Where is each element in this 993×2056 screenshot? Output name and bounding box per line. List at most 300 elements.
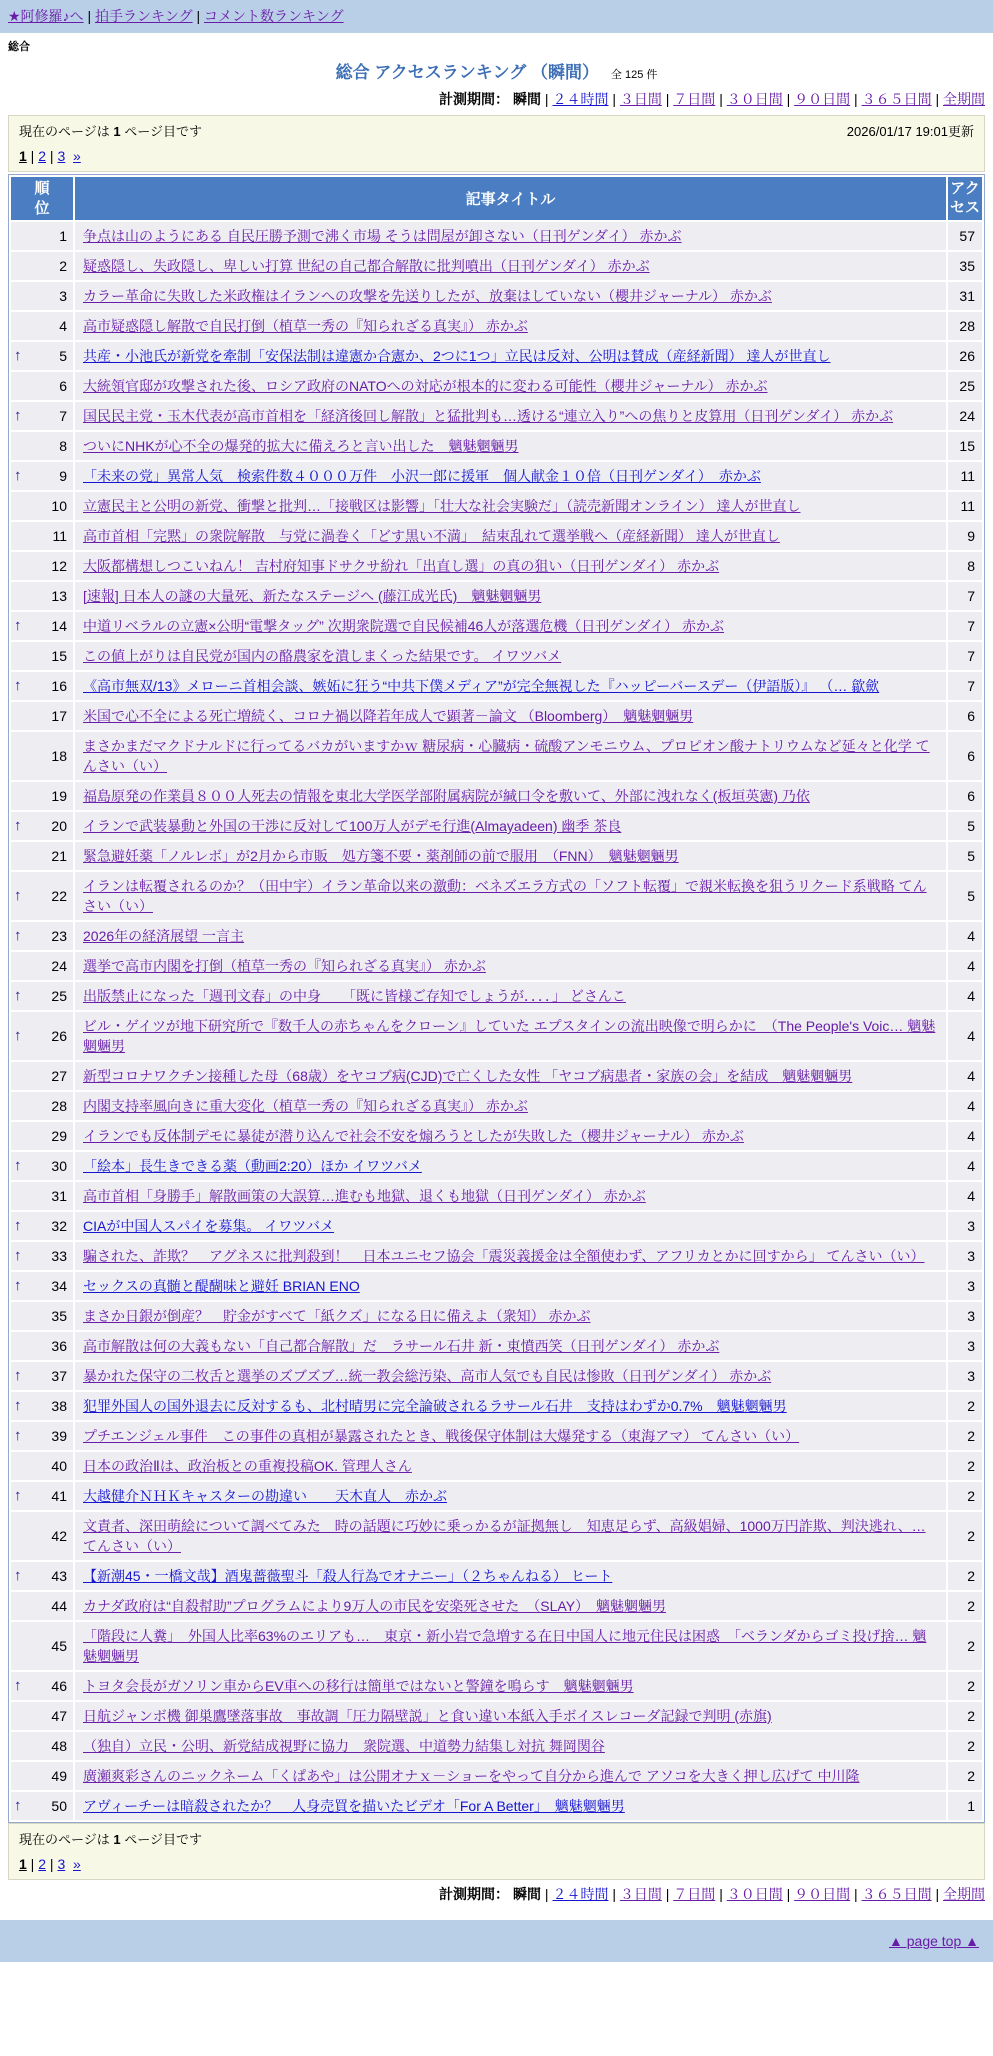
rank-number: 14 xyxy=(51,618,67,634)
access-count: 15 xyxy=(948,432,982,460)
period-link[interactable]: ３０日間 xyxy=(726,1886,783,1902)
rank-number: 17 xyxy=(51,708,67,724)
article-link[interactable]: 日本の政治Ⅱは、政治板との重複投稿OK. 管理人さん xyxy=(83,1458,412,1474)
article-link[interactable]: 廣瀬爽彩さんのニックネーム「くぱあや」は公開オナｘ－ショーをやって自分から進んで アソコを大きく押し広げて 中川隆 xyxy=(83,1768,860,1784)
article-title-cell xyxy=(75,582,946,610)
article-link[interactable]: 共産・小池氏が新党を牽制「安保法制は違憲か合憲か、2つに1つ」立民は反対、公明は賛成（産経新聞） 達人が世直し xyxy=(83,348,831,364)
article-link[interactable]: カナダ政府は“自殺幇助”プログラムにより9万人の市民を安楽死させた （SLAY） 魑魅魍魎男 xyxy=(83,1598,667,1614)
separator: | xyxy=(83,8,95,24)
rank-number: 6 xyxy=(59,378,67,394)
rank-cell xyxy=(11,1152,73,1180)
rank-number: 44 xyxy=(51,1598,67,1614)
rank-number: 41 xyxy=(51,1488,67,1504)
separator: | xyxy=(26,148,39,164)
rank-number: 28 xyxy=(51,1098,67,1114)
access-count: 3 xyxy=(948,1272,982,1300)
rank-number: 18 xyxy=(51,748,67,764)
access-count: 2 xyxy=(948,1562,982,1590)
article-link[interactable]: セックスの真髄と醍醐味と避妊 BRIAN ENO xyxy=(83,1278,360,1294)
table-row xyxy=(11,1732,982,1760)
pagination-box-bottom xyxy=(8,1823,985,1880)
period-nav xyxy=(0,1880,993,1910)
rank-cell xyxy=(11,1272,73,1300)
rank-cell xyxy=(11,1182,73,1210)
page-status-number: 1 xyxy=(113,124,121,139)
access-count: 2 xyxy=(948,1422,982,1450)
topbar xyxy=(0,0,993,33)
page-links xyxy=(19,148,974,164)
article-link[interactable]: 高市首相「完黙」の衆院解散 与党に渦巻く「どす黒い不満」 結束乱れて選挙戦へ（産経新聞） 達人が世直し xyxy=(83,528,780,544)
page-status-suffix: ページ目です xyxy=(120,124,202,139)
rank-up-icon: ↑ xyxy=(14,927,22,944)
access-count: 3 xyxy=(948,1362,982,1390)
table-row xyxy=(11,982,982,1010)
rank-cell xyxy=(11,842,73,870)
ranking-table xyxy=(8,174,985,1823)
table-row xyxy=(11,432,982,460)
rank-cell xyxy=(11,1092,73,1120)
period-link[interactable]: ３０日間 xyxy=(726,91,783,107)
separator: | xyxy=(931,91,943,107)
article-title-cell xyxy=(75,1622,946,1670)
rank-cell xyxy=(11,342,73,370)
rank-cell xyxy=(11,1012,73,1060)
table-row xyxy=(11,1092,982,1120)
rank-number: 39 xyxy=(51,1428,67,1444)
table-row xyxy=(11,1242,982,1270)
rank-number: 31 xyxy=(51,1188,67,1204)
rank-number: 23 xyxy=(51,928,67,944)
rank-up-icon: ↑ xyxy=(14,887,22,904)
rank-number: 10 xyxy=(51,498,67,514)
article-title-cell xyxy=(75,842,946,870)
separator: | xyxy=(608,1886,620,1902)
column-header-rank-label: 順位 xyxy=(34,180,50,217)
rank-cell xyxy=(11,1482,73,1510)
article-title-cell xyxy=(75,1512,946,1560)
article-title-cell xyxy=(75,1122,946,1150)
page-top-link[interactable]: ▲ page top ▲ xyxy=(889,1933,979,1949)
rank-number: 11 xyxy=(52,528,67,544)
article-link[interactable]: トヨタ会長がガソリン車からEV車への移行は簡単ではないと警鐘を鳴らす 魑魅魍魎男 xyxy=(83,1678,634,1694)
table-row xyxy=(11,1302,982,1330)
period-link[interactable]: ９０日間 xyxy=(794,1886,851,1902)
access-count: 6 xyxy=(948,702,982,730)
article-title-cell xyxy=(75,252,946,280)
access-count: 31 xyxy=(948,282,982,310)
rank-number: 8 xyxy=(59,438,67,454)
table-row xyxy=(11,1622,982,1670)
page-link[interactable]: 3 xyxy=(57,148,66,164)
access-count: 7 xyxy=(948,642,982,670)
page-next-link[interactable]: » xyxy=(73,1856,81,1872)
access-count: 11 xyxy=(948,462,982,490)
table-row xyxy=(11,1122,982,1150)
article-link[interactable]: まさか日銀が倒産？ 貯金がすべて「紙クズ」になる日に備えよ（衆知） 赤かぶ xyxy=(83,1308,591,1324)
article-link[interactable]: 「絵本」長生きできる薬（動画2:20）ほか イワツバメ xyxy=(83,1158,422,1174)
article-link[interactable]: この値上がりは自民党が国内の酪農家を潰しまくった結果です。 イワツバメ xyxy=(83,648,562,664)
article-title-cell xyxy=(75,1592,946,1620)
rank-cell xyxy=(11,1762,73,1790)
rank-cell xyxy=(11,642,73,670)
period-link[interactable]: ７日間 xyxy=(673,1886,716,1902)
topbar-link[interactable]: ★阿修羅♪へ xyxy=(8,8,84,24)
table-row xyxy=(11,1702,982,1730)
table-row xyxy=(11,282,982,310)
rank-cell xyxy=(11,282,73,310)
table-row xyxy=(11,812,982,840)
separator: | xyxy=(661,91,674,107)
article-link[interactable]: 文責者、深田萌絵について調べてみた 時の話題に巧妙に乗っかるが証拠無し 知恵足らず、高級娼婦、1000万円詐欺、判決逃れ、… てんさい（い） xyxy=(83,1518,926,1554)
access-count: 3 xyxy=(948,1242,982,1270)
separator: | xyxy=(661,1886,674,1902)
rank-number: 7 xyxy=(59,408,67,424)
rank-cell xyxy=(11,1242,73,1270)
rank-number: 33 xyxy=(51,1248,67,1264)
table-row xyxy=(11,642,982,670)
article-title-cell xyxy=(75,1182,946,1210)
access-count: 2 xyxy=(948,1732,982,1760)
article-link[interactable]: 「階段に人糞」 外国人比率63%のエリアも… 東京・新小岩で急増する在日中国人に地元住民は困惑 「ベランダからゴミ投げ捨… 魑魅魍魎男 xyxy=(83,1628,927,1664)
article-link[interactable]: ビル・ゲイツが地下研究所で『数千人の赤ちゃんをクローン』していた エプスタインの流出映像で明らかに （The People's Voic… 魑魅魍魎男 xyxy=(83,1018,936,1054)
rank-cell xyxy=(11,432,73,460)
article-link[interactable]: 犯罪外国人の国外退去に反対するも、北村晴男に完全論破されるラサール石井 支持はわずか0.7% 魑魅魍魎男 xyxy=(83,1398,787,1414)
table-row xyxy=(11,1272,982,1300)
period-link[interactable]: 全期間 xyxy=(943,91,985,107)
period-link[interactable]: ３日間 xyxy=(619,91,662,107)
article-link[interactable]: 選挙で高市内閣を打倒（植草一秀の『知られざる真実』） 赤かぶ xyxy=(83,958,486,974)
period-link[interactable]: 全期間 xyxy=(943,1886,985,1902)
article-link[interactable]: 暴かれた保守の二枚舌と選挙のズブズブ…統一教会総汚染、高市人気でも自民は惨敗（日刊ゲンダイ） 赤かぶ xyxy=(83,1368,772,1384)
rank-number: 48 xyxy=(51,1738,67,1754)
ranking-table-head xyxy=(11,177,982,220)
article-title-cell xyxy=(75,1392,946,1420)
ranking-table-body xyxy=(11,222,982,1820)
rank-number: 49 xyxy=(51,1768,67,1784)
rank-number: 45 xyxy=(51,1638,67,1654)
access-count: 7 xyxy=(948,672,982,700)
article-link[interactable]: カラー革命に失敗した米政権はイランへの攻撃を先送りしたが、放棄はしていない（櫻井ジャーナル） 赤かぶ xyxy=(83,288,772,304)
period-link[interactable]: ２４時間 xyxy=(552,91,609,107)
period-link[interactable]: ７日間 xyxy=(673,91,716,107)
page-link[interactable]: 2 xyxy=(38,1856,47,1872)
access-count: 6 xyxy=(948,782,982,810)
article-link[interactable]: 2026年の経済展望 一言主 xyxy=(83,928,245,944)
article-title-cell xyxy=(75,922,946,950)
article-link[interactable]: 米国で心不全による死亡増続く、コロナ禍以降若年成人で顕著－論文 （Bloomberg） 魑魅魍魎男 xyxy=(83,708,694,724)
rank-number: 4 xyxy=(59,318,67,334)
rank-number: 26 xyxy=(51,1028,67,1044)
access-count: 35 xyxy=(948,252,982,280)
table-row xyxy=(11,342,982,370)
article-title-cell xyxy=(75,952,946,980)
access-count: 4 xyxy=(948,982,982,1010)
rank-number: 3 xyxy=(59,288,67,304)
page-title: 総合 アクセスランキング （瞬間） xyxy=(335,63,600,82)
table-row xyxy=(11,1422,982,1450)
period-current: 瞬間 xyxy=(513,91,542,107)
article-title-cell xyxy=(75,462,946,490)
table-row xyxy=(11,582,982,610)
article-title-cell xyxy=(75,432,946,460)
article-link[interactable]: 緊急避妊薬「ノルレボ」が2月から市販 処方箋不要・薬剤師の前で服用 （FNN） 魑魅魍魎男 xyxy=(83,848,679,864)
article-link[interactable]: 大越健介ＮＨＫキャスターの勘違い 天木直人 赤かぶ xyxy=(83,1488,447,1504)
article-link[interactable]: まさかまだマクドナルドに行ってるバカがいますかｗ 糖尿病・心臓病・硫酸アンモニウム、プロピオン酸ナトリウムなど延々と化学 てんさい（い） xyxy=(83,738,930,774)
article-title-cell xyxy=(75,372,946,400)
article-title-cell xyxy=(75,552,946,580)
article-link[interactable]: 《高市無双/13》メローニ首相会談、嫉妬に狂う“中共下僕メディア”が完全無視した『ハッピーバースデー（伊語版）』 （… 歙歛 xyxy=(83,678,880,694)
rank-up-icon: ↑ xyxy=(14,1217,22,1234)
access-count: 2 xyxy=(948,1452,982,1480)
access-count: 4 xyxy=(948,952,982,980)
separator: | xyxy=(931,1886,943,1902)
rank-number: 13 xyxy=(51,588,67,604)
access-count: 5 xyxy=(948,812,982,840)
title-line xyxy=(0,58,993,83)
table-row xyxy=(11,732,982,780)
rank-cell xyxy=(11,1302,73,1330)
article-link[interactable]: [速報] 日本人の謎の大量死、新たなステージへ (藤江成光氏) 魑魅魍魎男 xyxy=(83,588,542,604)
rank-up-icon: ↑ xyxy=(14,1797,22,1814)
access-count: 2 xyxy=(948,1482,982,1510)
article-title-cell xyxy=(75,1092,946,1120)
page-link[interactable]: 2 xyxy=(38,148,47,164)
article-title-cell xyxy=(75,342,946,370)
article-link[interactable]: 立憲民主と公明の新党、衝撃と批判…「接戦区は影響」「壮大な社会実験だ」（読売新聞オンライン） 達人が世直し xyxy=(83,498,801,514)
total-count: 全 125 件 xyxy=(610,69,658,81)
separator: | xyxy=(46,148,58,164)
article-link[interactable]: 高市疑惑隠し解散で自民打倒（植草一秀の『知られざる真実』） 赤かぶ xyxy=(83,318,528,334)
access-count: 4 xyxy=(948,1092,982,1120)
rank-cell xyxy=(11,1672,73,1700)
page-current: 1 xyxy=(19,1856,27,1872)
rank-up-icon: ↑ xyxy=(14,1157,22,1174)
article-title-cell xyxy=(75,312,946,340)
article-link[interactable]: イランは転覆されるのか？（田中宇）イラン革命以来の激動：ベネズエラ方式の「ソフト転覆」で親米転換を狙うリクード系戦略 てんさい（い） xyxy=(83,878,927,914)
rank-cell xyxy=(11,1702,73,1730)
article-title-cell xyxy=(75,402,946,430)
rank-number: 25 xyxy=(51,988,67,1004)
access-count: 2 xyxy=(948,1622,982,1670)
rank-up-icon: ↑ xyxy=(14,1277,22,1294)
article-title-cell xyxy=(75,1482,946,1510)
rank-number: 12 xyxy=(51,558,67,574)
article-link[interactable]: 【新潮45・一橋文哉】酒鬼薔薇聖斗「殺人行為でオナニー」（２ちゃんねる） ヒート xyxy=(83,1568,613,1584)
rank-cell xyxy=(11,1452,73,1480)
pagination-box-top xyxy=(8,115,985,172)
article-title-cell xyxy=(75,1062,946,1090)
access-count: 4 xyxy=(948,1122,982,1150)
separator: | xyxy=(715,91,727,107)
period-link[interactable]: ３６５日間 xyxy=(861,91,932,107)
article-title-cell xyxy=(75,1562,946,1590)
separator xyxy=(65,1856,73,1872)
page-status-line xyxy=(19,121,974,140)
rank-cell xyxy=(11,1422,73,1450)
article-title-cell xyxy=(75,612,946,640)
access-count: 2 xyxy=(948,1762,982,1790)
article-link[interactable]: 中道リベラルの立憲×公明“電撃タッグ” 次期衆院選で自民候補46人が落選危機（日刊ゲンダイ） 赤かぶ xyxy=(83,618,725,634)
table-row xyxy=(11,952,982,980)
period-link[interactable]: ３日間 xyxy=(619,1886,662,1902)
table-row xyxy=(11,842,982,870)
column-header-rank xyxy=(11,177,73,220)
page-status xyxy=(19,1829,202,1848)
article-title-cell xyxy=(75,492,946,520)
article-link[interactable]: アヴィーチーは暗殺されたか？ 人身売買を描いたビデオ「For A Better」 魑魅魍魎男 xyxy=(83,1798,625,1814)
article-link[interactable]: 福島原発の作業員８００人死去の情報を東北大学医学部附属病院が緘口令を敷いて、外部に洩れなく(板垣英憲) 乃依 xyxy=(83,788,810,804)
rank-number: 30 xyxy=(51,1158,67,1174)
table-row xyxy=(11,1592,982,1620)
article-title-cell xyxy=(75,812,946,840)
page-links xyxy=(19,1856,974,1872)
rank-cell xyxy=(11,612,73,640)
article-link[interactable]: イランでも反体制デモに暴徒が潜り込んで社会不安を煽ろうとしたが失敗した（櫻井ジャーナル） 赤かぶ xyxy=(83,1128,744,1144)
access-count: 8 xyxy=(948,552,982,580)
bottom-spacer xyxy=(0,1962,993,1976)
rank-number: 24 xyxy=(51,958,67,974)
rank-cell xyxy=(11,252,73,280)
article-title-cell xyxy=(75,1732,946,1760)
rank-up-icon: ↑ xyxy=(14,1677,22,1694)
period-link[interactable]: ９０日間 xyxy=(794,91,851,107)
separator xyxy=(65,148,73,164)
table-row xyxy=(11,1152,982,1180)
table-row xyxy=(11,702,982,730)
rank-cell xyxy=(11,1622,73,1670)
article-title-cell xyxy=(75,1762,946,1790)
rank-cell xyxy=(11,812,73,840)
table-row xyxy=(11,1212,982,1240)
rank-number: 37 xyxy=(51,1368,67,1384)
period-link[interactable]: ３６５日間 xyxy=(861,1886,932,1902)
rank-cell xyxy=(11,462,73,490)
rank-up-icon: ↑ xyxy=(14,677,22,694)
article-title-cell xyxy=(75,982,946,1010)
article-link[interactable]: 大統領官邸が攻撃された後、ロシア政府のNATOへの対応が根本的に変わる可能性（櫻井ジャーナル） 赤かぶ xyxy=(83,378,768,394)
rank-number: 38 xyxy=(51,1398,67,1414)
article-title-cell xyxy=(75,1012,946,1060)
access-count: 4 xyxy=(948,922,982,950)
access-count: 4 xyxy=(948,1012,982,1060)
rank-number: 32 xyxy=(51,1218,67,1234)
article-title-cell xyxy=(75,1212,946,1240)
rank-number: 21 xyxy=(51,848,67,864)
rank-number: 2 xyxy=(59,258,67,274)
article-title-cell xyxy=(75,282,946,310)
article-title-cell xyxy=(75,1362,946,1390)
article-link[interactable]: 内閣支持率風向きに重大変化（植草一秀の『知られざる真実』） 赤かぶ xyxy=(83,1098,528,1114)
rank-up-icon: ↑ xyxy=(14,1567,22,1584)
article-link[interactable]: イランで武装暴動と外国の干渉に反対して100万人がデモ行進(Almayadeen) 幽季 茶良 xyxy=(83,818,622,834)
rank-cell xyxy=(11,922,73,950)
rank-cell xyxy=(11,1562,73,1590)
article-title-cell xyxy=(75,1332,946,1360)
page-link[interactable]: 3 xyxy=(57,1856,66,1872)
access-count: 4 xyxy=(948,1182,982,1210)
separator: | xyxy=(541,1886,553,1902)
table-row xyxy=(11,1012,982,1060)
article-link[interactable]: 出版禁止になった「週刊文春」の中身 「既に皆様ご存知でしょうが．．．．」 どさんこ xyxy=(83,988,626,1004)
topbar-link[interactable]: コメント数ランキング xyxy=(204,8,344,24)
article-link[interactable]: 高市解散は何の大義もない「自己都合解散」だ ラサール石井 新・東憤西笑（日刊ゲンダイ） 赤かぶ xyxy=(83,1338,720,1354)
table-row xyxy=(11,1762,982,1790)
rank-cell xyxy=(11,952,73,980)
table-row xyxy=(11,872,982,920)
rank-up-icon: ↑ xyxy=(14,617,22,634)
rank-up-icon: ↑ xyxy=(14,1397,22,1414)
article-link[interactable]: CIAが中国人スパイを募集。 イワツバメ xyxy=(83,1218,334,1234)
article-link[interactable]: 日航ジャンボ機 御巣鷹墜落事故 事故調「圧力隔壁説」と食い違い本紙入手ボイスレコーダ記録で判明 (赤旗) xyxy=(83,1708,772,1724)
article-title-cell xyxy=(75,1242,946,1270)
table-row xyxy=(11,372,982,400)
rank-cell xyxy=(11,402,73,430)
period-link[interactable]: ２４時間 xyxy=(552,1886,609,1902)
rank-up-icon: ↑ xyxy=(14,817,22,834)
article-title-cell xyxy=(75,702,946,730)
topbar-link[interactable]: 拍手ランキング xyxy=(94,8,193,24)
table-row xyxy=(11,672,982,700)
access-count: 2 xyxy=(948,1512,982,1560)
rank-cell xyxy=(11,702,73,730)
rank-number: 5 xyxy=(59,348,67,364)
page-next-link[interactable]: » xyxy=(73,148,81,164)
article-link[interactable]: 「未来の党」異常人気 検索件数４０００万件 小沢一郎に援軍 個人献金１０倍（日刊ゲンダイ） 赤かぶ xyxy=(83,468,761,484)
article-link[interactable]: 大阪都構想しつこいねん！ 吉村府知事ドサクサ紛れ「出直し選」の真の狙い（日刊ゲンダイ） 赤かぶ xyxy=(83,558,720,574)
rank-cell xyxy=(11,1332,73,1360)
rank-number: 9 xyxy=(59,468,67,484)
article-link[interactable]: 新型コロナワクチン接種した母（68歳）をヤコブ病(CJD)で亡くした女性 「ヤコブ病患者・家族の会」を結成 魑魅魍魎男 xyxy=(83,1068,853,1084)
rank-number: 29 xyxy=(51,1128,67,1144)
table-row xyxy=(11,402,982,430)
rank-up-icon: ↑ xyxy=(14,1367,22,1384)
table-row xyxy=(11,1482,982,1510)
rank-up-icon: ↑ xyxy=(14,1487,22,1504)
rank-cell xyxy=(11,672,73,700)
article-link[interactable]: ついにNHKが心不全の爆発的拡大に備えろと言い出した 魑魅魍魎男 xyxy=(83,438,519,454)
table-row xyxy=(11,1672,982,1700)
article-link[interactable]: 国民民主党・玉木代表が高市首相を「経済後回し解散」と猛批判も…透ける“連立入り”への焦りと皮算用（日刊ゲンダイ） 赤かぶ xyxy=(83,408,894,424)
separator: | xyxy=(26,1856,39,1872)
rank-cell xyxy=(11,1062,73,1090)
separator: | xyxy=(715,1886,727,1902)
article-link[interactable]: 騙された、詐欺？ アグネスに批判殺到！ 日本ユニセフ協会「震災義援金は全額使わず、アフリカとかに回すから」 てんさい（い） xyxy=(83,1248,925,1264)
article-link[interactable]: 争点は山のようにある 自民圧勝予測で沸く市場 そうは問屋が卸さない（日刊ゲンダイ） 赤かぶ xyxy=(83,228,682,244)
article-link[interactable]: 高市首相「身勝手」解散画策の大誤算…進むも地獄、退くも地獄（日刊ゲンダイ） 赤かぶ xyxy=(83,1188,646,1204)
rank-number: 16 xyxy=(51,678,67,694)
table-row xyxy=(11,782,982,810)
updated-timestamp: 2026/01/17 19:01更新 xyxy=(846,124,974,139)
access-count: 26 xyxy=(948,342,982,370)
column-header-access: アクセス xyxy=(948,177,982,220)
separator: | xyxy=(608,91,620,107)
page-status-prefix: 現在のページは xyxy=(19,1832,114,1847)
separator: | xyxy=(192,8,204,24)
article-link[interactable]: （独自）立民・公明、新党結成視野に協力 衆院選、中道勢力結集し対抗 舞岡関谷 xyxy=(83,1738,605,1754)
table-row xyxy=(11,922,982,950)
article-link[interactable]: 疑惑隠し、失政隠し、卑しい打算 世紀の自己都合解散に批判噴出（日刊ゲンダイ） 赤かぶ xyxy=(83,258,650,274)
rank-cell xyxy=(11,552,73,580)
access-count: 1 xyxy=(948,1792,982,1820)
page-status-number: 1 xyxy=(113,1832,121,1847)
access-count: 7 xyxy=(948,582,982,610)
access-count: 11 xyxy=(948,492,982,520)
article-link[interactable]: プチエンジェル事件 この事件の真相が暴露されたとき、戦後保守体制は大爆発する（東海アマ） てんさい（い） xyxy=(83,1428,800,1444)
access-count: 2 xyxy=(948,1702,982,1730)
table-row xyxy=(11,492,982,520)
rank-number: 50 xyxy=(51,1798,67,1814)
rank-number: 20 xyxy=(51,818,67,834)
